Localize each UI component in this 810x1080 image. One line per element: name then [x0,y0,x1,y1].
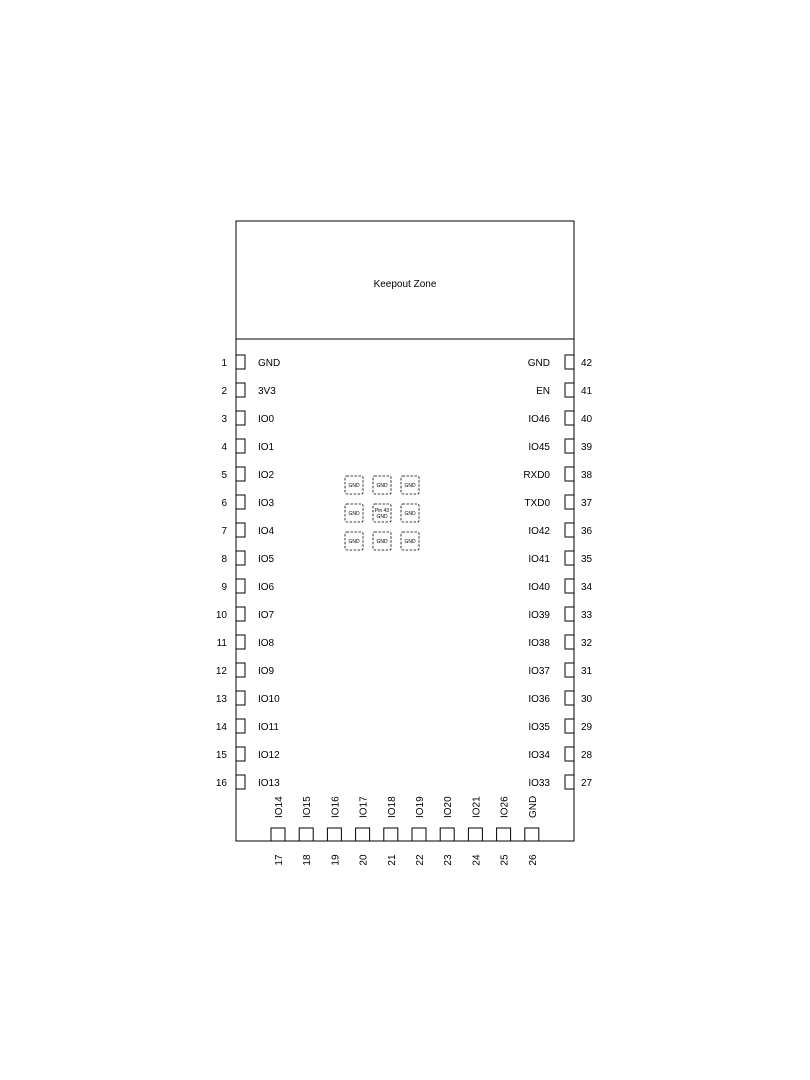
pin-number: 4 [221,442,227,453]
right-pin [528,551,592,565]
pin-pad [565,495,574,509]
pin-name: IO36 [528,694,550,705]
pin-pad [236,411,245,425]
pin-name: IO39 [528,610,550,621]
pin-name: IO3 [258,498,275,509]
right-pin-column [523,355,592,789]
left-pin [221,355,280,369]
pad-label: GND [376,483,388,489]
pin-name: IO16 [330,796,342,818]
pin-name: IO38 [528,638,550,649]
pin-name: IO21 [471,796,483,818]
pin-number: 6 [221,498,227,509]
left-pin [221,495,274,509]
pin-pad [565,579,574,593]
left-pin [217,635,275,649]
pin-number: 19 [330,854,342,866]
pin-pad [236,495,245,509]
pin-pad [236,607,245,621]
right-pin [524,495,592,509]
pin-name: IO0 [258,414,275,425]
pin-number: 28 [581,750,593,761]
pin-pad [468,828,482,841]
right-pin [528,691,592,705]
right-pin [528,719,592,733]
pin-name: IO34 [528,750,550,761]
pin-name: EN [536,386,550,397]
right-pin [528,411,592,425]
pin-pad [565,467,574,481]
pin-pad [236,579,245,593]
pin-pad [412,828,426,841]
pin-pad [565,635,574,649]
pin-name: IO12 [258,750,280,761]
pin-name: GND [527,358,550,369]
pin-number: 41 [581,386,593,397]
center-ground-pad-grid [345,476,419,550]
pin-number: 20 [358,854,370,866]
pin-pad [497,828,511,841]
pin-name: TXD0 [524,498,550,509]
pin-pad [565,551,574,565]
pin-name: IO13 [258,778,280,789]
ground-pad [373,532,391,550]
bottom-pin [497,796,511,866]
pin-number: 8 [221,554,227,565]
left-pin [221,411,274,425]
pin-pad [236,691,245,705]
left-pin-column [216,355,280,789]
pin-name: IO33 [528,778,550,789]
pin-name: RXD0 [523,470,550,481]
bottom-pin [412,796,426,866]
pin-number: 21 [386,854,398,866]
pin-pad [236,383,245,397]
left-pin [221,551,274,565]
pin-pad [236,551,245,565]
pin-pad [440,828,454,841]
pin-number: 18 [302,854,314,866]
pin-name: IO45 [528,442,550,453]
pin-name: IO37 [528,666,550,677]
pin-number: 29 [581,722,593,733]
pad-label: GND [404,511,416,517]
pin-number: 7 [221,526,227,537]
pin-number: 3 [221,414,227,425]
left-pin [216,663,275,677]
pin-name: IO18 [386,796,398,818]
pin-number: 38 [581,470,593,481]
pin-name: IO40 [528,582,550,593]
pin-number: 1 [221,358,227,369]
ground-pad [373,476,391,494]
pin-number: 27 [581,778,593,789]
pin-name: IO26 [499,796,511,818]
pin-pad [565,719,574,733]
pin-number: 17 [274,854,285,866]
pin-number: 42 [581,358,593,369]
bottom-pin [384,796,398,866]
bottom-pin-row [271,796,539,866]
pin-pad [565,355,574,369]
ground-pad [401,476,419,494]
bottom-pin [356,796,370,866]
pin-name: IO20 [443,796,455,818]
pin-name: IO8 [258,638,275,649]
pin-pad [565,691,574,705]
pin-number: 12 [215,666,227,677]
pin-number: 30 [581,694,593,705]
pin-name: IO19 [415,796,426,818]
left-pin [221,523,274,537]
pin-number: 15 [215,750,227,761]
pin-name: IO41 [528,554,550,565]
pin-number: 35 [581,554,593,565]
pin-pad [236,775,245,789]
pin-name: IO9 [258,666,275,677]
pin-name: GND [527,795,539,818]
module-outline [236,221,574,841]
pin-pad [565,439,574,453]
pin-pad [327,828,341,841]
keepout-zone-label: Keepout Zone [373,279,437,290]
pin-pad [565,523,574,537]
pin-number: 34 [581,582,593,593]
pin-name: IO1 [258,442,275,453]
pin-name: IO15 [302,796,314,818]
left-pin [216,691,280,705]
pin-number: 32 [581,638,593,649]
pin-name: IO5 [258,554,275,565]
ground-pad [345,532,363,550]
pin-pad [236,719,245,733]
pin-pad [271,828,285,841]
right-pin [528,355,593,369]
pin-pad [299,828,313,841]
bottom-pin [299,796,313,866]
pin-number: 31 [581,666,593,677]
pin-pad [525,828,539,841]
pin-number: 25 [499,854,511,866]
right-pin [528,523,592,537]
pad-label: Pin 43 GND [374,508,390,520]
pin-name: IO14 [274,796,285,818]
pin-pad [236,467,245,481]
pin-pad [236,635,245,649]
pin-name: IO42 [528,526,550,537]
pin-number: 5 [221,470,227,481]
right-pin [523,467,592,481]
pin-name: IO46 [528,414,550,425]
pin-pad [236,747,245,761]
pin-number: 14 [215,722,227,733]
pin-number: 2 [221,386,227,397]
pin-pad [384,828,398,841]
left-pin [221,383,276,397]
pin-number: 13 [215,694,227,705]
left-pin [216,775,280,789]
pad-label: GND [348,511,360,517]
left-pin [216,747,280,761]
bottom-pin [271,796,285,866]
pin-pad [565,775,574,789]
pin-pad [565,663,574,677]
pad-label: GND [404,539,416,545]
pin-name: IO2 [258,470,275,481]
pin-number: 22 [415,854,426,866]
pin-number: 33 [581,610,593,621]
pin-name: IO7 [258,610,275,621]
right-pin [528,663,592,677]
ground-pad [401,504,419,522]
pin-number: 36 [581,526,593,537]
pad-label: GND [404,483,416,489]
left-pin [221,579,274,593]
pin-name: IO17 [358,796,370,818]
pin-pad [565,607,574,621]
ground-pad [373,504,391,522]
pin-name: IO10 [258,694,280,705]
right-pin [528,635,592,649]
pin-number: 24 [471,854,483,866]
right-pin [528,747,592,761]
pin-name: IO11 [258,722,279,733]
ground-pad [345,476,363,494]
pin-number: 37 [581,498,593,509]
pin-number: 10 [215,610,227,621]
pin-name: 3V3 [258,386,276,397]
right-pin [528,579,592,593]
bottom-pin [525,796,539,866]
right-pin [536,383,592,397]
right-pin [528,607,592,621]
left-pin [216,607,275,621]
bottom-pin [327,796,341,866]
pin-number: 11 [216,638,227,649]
pin-number: 40 [581,414,593,425]
pin-pad [236,663,245,677]
pin-pad [565,411,574,425]
bottom-pin [440,796,454,866]
pin-number: 23 [443,854,455,866]
left-pin [216,719,280,733]
left-pin [221,467,274,481]
pin-pad [236,355,245,369]
pin-number: 26 [527,854,539,866]
pad-label: GND [376,539,388,545]
pin-number: 16 [215,778,227,789]
pin-number: 9 [221,582,227,593]
pin-name: IO35 [528,722,550,733]
pin-pad [236,439,245,453]
pin-name: IO4 [258,526,275,537]
bottom-pin [468,796,482,866]
right-pin [528,775,592,789]
pin-name: IO6 [258,582,275,593]
pad-label: GND [348,483,360,489]
pin-pad [236,523,245,537]
right-pin [528,439,592,453]
ground-pad [401,532,419,550]
pad-label: GND [348,539,360,545]
left-pin [221,439,274,453]
pin-pad [565,383,574,397]
pin-pad [565,747,574,761]
pin-name: GND [258,358,281,369]
pin-number: 39 [581,442,593,453]
ground-pad [345,504,363,522]
pin-pad [356,828,370,841]
